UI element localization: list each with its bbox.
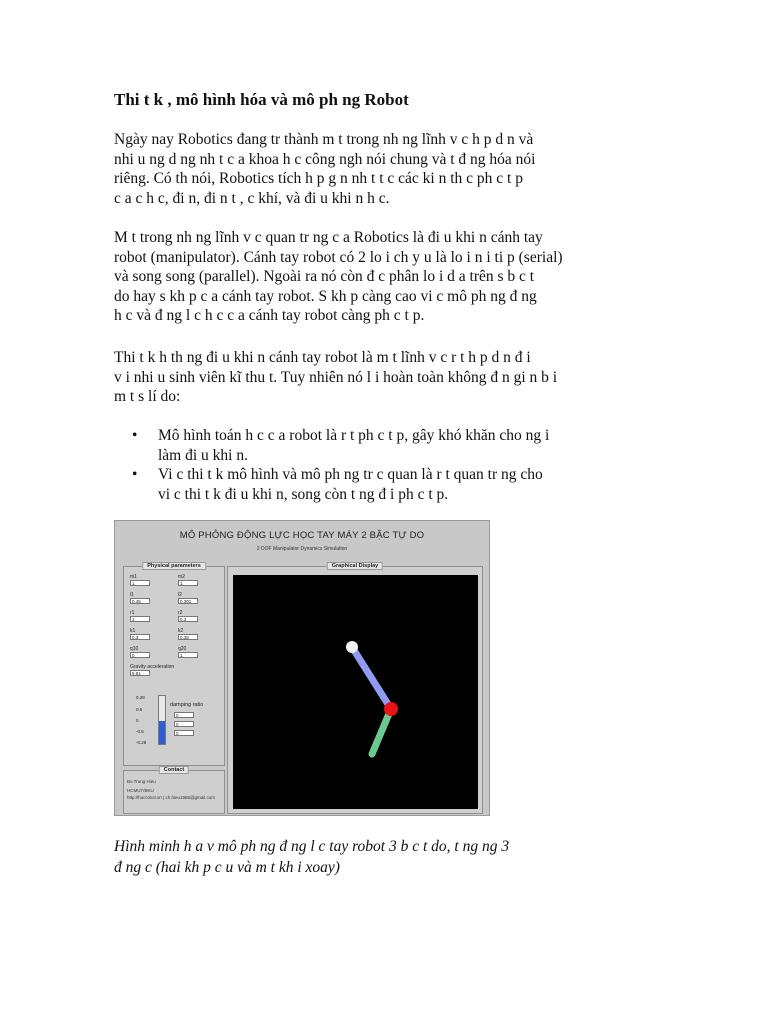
param-input[interactable]: 1 (178, 580, 198, 586)
param-input[interactable]: 1 (130, 616, 150, 622)
param-input[interactable]: 0.301 (178, 598, 198, 604)
bullet-item (114, 465, 674, 504)
slider-tick: -0.28 (136, 740, 147, 745)
text-line: h c và đ ng l c h c c a cánh tay robot càng ph c t p. (114, 307, 425, 324)
damping-input[interactable]: 0 (174, 730, 194, 736)
text-line: Thi t k h th ng đi u khi n cánh tay robot là m t lĩnh v c r t h p d n đ i (114, 349, 531, 366)
text-line: và song song (parallel). Ngoài ra nó còn đ c phân lo i d a trên s b c t (114, 268, 535, 285)
param-label: k1 (130, 628, 136, 634)
text-line: v i nhi u sinh viên kĩ thu t. Tuy nhiên nó l i hoàn toàn không đ n gi n b i (114, 368, 558, 386)
bullet-list (114, 426, 674, 504)
panel-label: Physical parameters (142, 562, 206, 570)
text-line: m t s lí do: (114, 388, 181, 405)
text-line: robot (manipulator). Cánh tay robot có 2 lo i ch y u là lo i n i ti p (serial) (114, 248, 563, 266)
text-line: Mô hình toán h c c a robot là r t ph c t p, gây khó khăn cho ng i (158, 427, 550, 444)
text-line: M t trong nh ng lĩnh v c quan tr ng c a Robotics là đi u khi n cánh tay (114, 229, 543, 246)
damping-input[interactable]: 0 (174, 721, 194, 727)
caption-line: Hình minh h a v mô ph ng đ ng l c tay robot 3 b c t do, t ng ng 3 (114, 838, 510, 855)
gravity-label: Gravity acceleration (130, 664, 175, 670)
param-label: r2 (178, 610, 183, 616)
paragraph-design (114, 348, 674, 407)
slider-fill (159, 721, 165, 744)
param-label: k2 (178, 628, 184, 634)
gravity-input[interactable]: 9.81 (130, 670, 150, 676)
param-input[interactable]: 0.3 (178, 616, 198, 622)
text-line: làm đi u khi n. (158, 446, 248, 464)
page-title: Thi t k , mô hình hóa và mô ph ng Robot (114, 90, 409, 109)
param-input[interactable]: 0.38 (178, 634, 198, 640)
bullet-item (114, 426, 674, 465)
damping-input[interactable]: 0 (174, 712, 194, 718)
graphical-display-panel (227, 563, 483, 814)
slider-tick: 0 (136, 718, 139, 723)
text-line: vi c thi t k đi u khi n, song còn t ng đ i ph c t p. (158, 485, 449, 503)
param-label: q10 (130, 646, 139, 652)
param-label: q20 (178, 646, 187, 652)
slider-tick: 0.28 (136, 695, 145, 700)
damping-label: damping ratio (170, 702, 204, 708)
param-input[interactable]: 0.45 (130, 598, 150, 604)
paragraph-intro (114, 130, 674, 208)
figure-caption (114, 836, 674, 878)
end-effector-ball (346, 641, 358, 653)
bullet-dot: • (132, 427, 138, 444)
contact-line: Bo Trung Hieu (127, 779, 156, 784)
simulation-screenshot (114, 520, 490, 816)
bullet-dot: • (132, 466, 138, 483)
simulation-subtitle: 2 DOF Manipulator Dynamics Simulation (256, 546, 348, 552)
param-label: m1 (130, 574, 137, 580)
caption-line: đ ng c (hai kh p c u và m t kh i xoay) (114, 859, 340, 876)
simulation-title: MÔ PHỎNG ĐỘNG LỰC HỌC TAY MÁY 2 BẬC TỰ DO (179, 530, 425, 541)
paragraph-manipulator (114, 228, 674, 326)
display-canvas (233, 575, 478, 809)
text-line: do hay s kh p c a cánh tay robot. S kh p càng cao vi c mô ph ng đ ng (114, 287, 537, 305)
panel-label: Graphical Display (327, 562, 383, 570)
robot-link-2 (372, 709, 391, 754)
text-line: Ngày nay Robotics đang tr thành m t trong nh ng lĩnh v c h p d n và (114, 131, 534, 148)
slider-tick: 0.5 (136, 707, 143, 712)
param-label: l1 (130, 592, 134, 598)
param-input[interactable]: 0 (130, 652, 150, 658)
elbow-joint (384, 702, 398, 716)
robot-link-1 (352, 647, 391, 709)
param-input[interactable]: 0.3 (130, 634, 150, 640)
text-line: Vi c thi t k mô hình và mô ph ng tr c quan là r t quan tr ng cho (158, 466, 543, 483)
panel-label: Contact (159, 766, 189, 774)
slider-tick: -0.5 (136, 729, 144, 734)
text-line: c a c h c, đi n, đi n t , c khí, và đi u khi n h c. (114, 189, 390, 207)
robot-arm-drawing (233, 575, 478, 809)
param-label: l2 (178, 592, 182, 598)
text-line: nhi u ng d ng nh t c a khoa h c công ngh nói chung và t đ ng hóa nói (114, 150, 536, 168)
param-input[interactable]: 1 (178, 652, 198, 658)
contact-link[interactable]: http://hocrobot.vn | ch.hieu1985@gmail.com (127, 795, 216, 800)
contact-panel (123, 767, 225, 814)
text-line: riêng. Có th nói, Robotics tích h p g n nh t t c các ki n th c ph c t p (114, 170, 523, 187)
contact-line: HCMUT/BKU (127, 788, 154, 793)
param-label: r1 (130, 610, 135, 616)
param-input[interactable]: 1 (130, 580, 150, 586)
physical-parameters-panel (123, 563, 225, 766)
damping-slider[interactable] (158, 695, 166, 745)
param-label: m2 (178, 574, 185, 580)
